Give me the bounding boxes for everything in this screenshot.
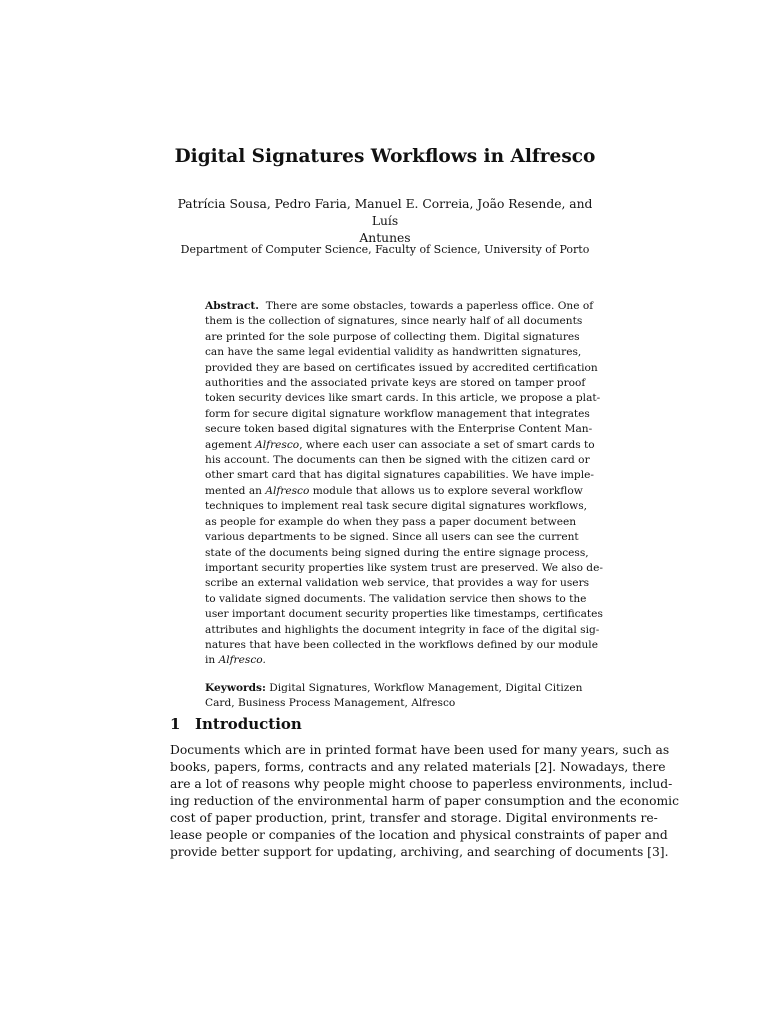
abstract-line: natures that have been collected in the workflows defined by our module	[205, 638, 598, 651]
abstract-line: user important document security properties like timestamps, certificates	[205, 608, 603, 621]
paper-title: Digital Signatures Workflows in Alfresco	[174, 146, 596, 167]
section-number: 1	[170, 715, 181, 733]
abstract-line: authorities and the associated private keys are stored on tamper proof	[205, 377, 586, 390]
abstract	[205, 299, 603, 669]
authors-line: Patrícia Sousa, Pedro Faria, Manuel E. Correia, João Resende, and Luís	[177, 197, 593, 228]
abstract-line: form for secure digital signature workflow management that integrates	[205, 407, 590, 420]
abstract-line: them is the collection of signatures, since nearly half of all documents	[205, 315, 583, 328]
abstract-line: other smart card that has digital signatures capabilities. We have imple-	[205, 469, 594, 482]
keywords-label: Keywords:	[205, 682, 266, 694]
body-line: Documents which are in printed format have been used for many years, such as	[170, 743, 670, 757]
abstract-line: Abstract. There are some obstacles, towards a paperless office. One of	[205, 300, 594, 312]
abstract-line: techniques to implement real task secure digital signatures workflows,	[205, 500, 588, 513]
body-line: books, papers, forms, contracts and any related materials [2]. Nowadays, there	[170, 760, 666, 774]
abstract-line: important security properties like system trust are preserved. We also de-	[205, 561, 603, 574]
affiliation: Department of Computer Science, Faculty of Science, University of Porto	[180, 243, 590, 256]
keywords-line: Keywords: Digital Signatures, Workflow Management, Digital Citizen	[205, 682, 583, 694]
authors-line: Antunes	[359, 231, 411, 245]
body-line: ing reduction of the environmental harm of paper consumption and the economic	[170, 794, 679, 808]
body-line: cost of paper production, print, transfer and storage. Digital environments re-	[170, 811, 658, 825]
abstract-line: attributes and highlights the document integrity in face of the digital sig-	[205, 623, 600, 636]
section-heading	[170, 715, 302, 733]
authors	[175, 196, 595, 247]
abstract-line: scribe an external validation web service, that provides a way for users	[205, 577, 590, 590]
abstract-line: his account. The documents can then be signed with the citizen card or	[205, 454, 590, 467]
abstract-line: in Alfresco.	[205, 654, 266, 667]
body-paragraph	[170, 742, 679, 861]
section-title: Introduction	[195, 715, 302, 733]
body-line: are a lot of reasons why people might choose to paperless environments, includ-	[170, 777, 673, 791]
abstract-line: to validate signed documents. The validation service then shows to the	[205, 592, 587, 605]
abstract-line: various departments to be signed. Since all users can see the current	[205, 531, 579, 544]
abstract-line: are printed for the sole purpose of collecting them. Digital signatures	[205, 330, 580, 343]
body-line: lease people or companies of the location and physical constraints of paper and	[170, 828, 668, 842]
abstract-line: provided they are based on certificates issued by accredited certification	[205, 361, 598, 374]
abstract-label: Abstract.	[205, 300, 259, 312]
abstract-line: mented an Alfresco module that allows us to explore several workflow	[205, 484, 583, 497]
abstract-line: can have the same legal evidential validity as handwritten signatures,	[205, 346, 582, 359]
abstract-line: agement Alfresco, where each user can associate a set of smart cards to	[205, 438, 595, 451]
abstract-line: token security devices like smart cards. In this article, we propose a plat-	[205, 392, 601, 405]
abstract-line: state of the documents being signed during the entire signage process,	[205, 546, 589, 559]
abstract-line: secure token based digital signatures with the Enterprise Content Man-	[205, 423, 593, 436]
abstract-line: as people for example do when they pass a paper document between	[205, 515, 577, 528]
body-line: provide better support for updating, archiving, and searching of documents [3].	[170, 845, 669, 859]
keywords	[205, 681, 583, 712]
keywords-line: Card, Business Process Management, Alfresco	[205, 697, 456, 710]
